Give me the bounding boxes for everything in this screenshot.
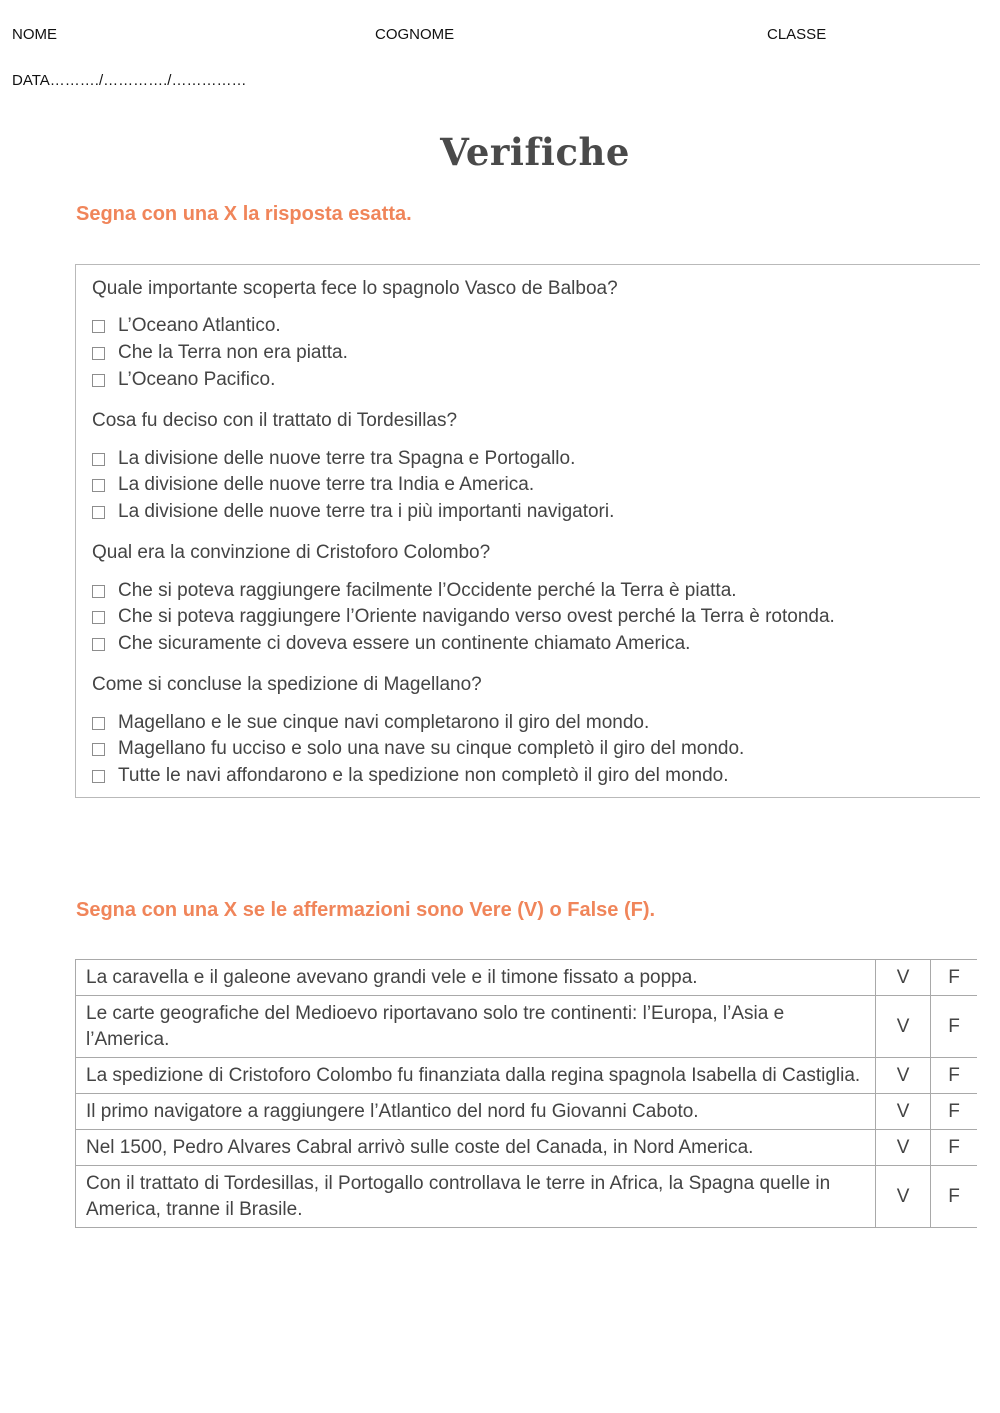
- table-row: [76, 1166, 978, 1228]
- table-row: [76, 1094, 978, 1130]
- true-option[interactable]: V: [876, 1058, 931, 1094]
- option-label: La divisione delle nuove terre tra Spagna e Portogallo.: [118, 448, 576, 469]
- option-label: Che sicuramente ci doveva essere un continente chiamato America.: [118, 633, 691, 654]
- false-option[interactable]: F: [931, 1130, 977, 1166]
- checkbox-icon[interactable]: [92, 585, 105, 598]
- true-false-instruction: Segna con una X se le affermazioni sono Vere (V) o False (F).: [76, 899, 656, 921]
- option-label: Che la Terra non era piatta.: [118, 342, 348, 363]
- false-option[interactable]: F: [931, 960, 977, 996]
- table-row: [76, 1130, 978, 1166]
- checkbox-icon[interactable]: [92, 743, 105, 756]
- option-label: L’Oceano Atlantico.: [118, 315, 281, 336]
- checkbox-icon[interactable]: [92, 320, 105, 333]
- question-text: Come si concluse la spedizione di Magellano?: [92, 674, 482, 695]
- option-label: La divisione delle nuove terre tra i più importanti navigatori.: [118, 501, 615, 522]
- option-label: La divisione delle nuove terre tra India e America.: [118, 474, 535, 495]
- answer-option[interactable]: [92, 342, 348, 364]
- true-option[interactable]: V: [876, 1094, 931, 1130]
- true-false-table: [75, 959, 977, 1228]
- option-label: Magellano e le sue cinque navi completarono il giro del mondo.: [118, 712, 650, 733]
- true-option[interactable]: V: [876, 1166, 931, 1228]
- option-label: Che si poteva raggiungere l’Oriente navigando verso ovest perché la Terra è rotonda.: [118, 606, 835, 627]
- option-label: Che si poteva raggiungere facilmente l’Occidente perché la Terra è piatta.: [118, 580, 737, 601]
- multiple-choice-instruction: Segna con una X la risposta esatta.: [76, 203, 412, 225]
- question-text: Qual era la convinzione di Cristoforo Colombo?: [92, 542, 491, 563]
- answer-option[interactable]: [92, 474, 534, 496]
- checkbox-icon[interactable]: [92, 717, 105, 730]
- true-option[interactable]: V: [876, 960, 931, 996]
- checkbox-icon[interactable]: [92, 374, 105, 387]
- table-row: [76, 1058, 978, 1094]
- statement-text: La caravella e il galeone avevano grandi vele e il timone fissato a poppa.: [76, 960, 876, 996]
- name-field-label: NOME: [12, 26, 57, 43]
- page-title: Verifiche: [440, 130, 630, 174]
- checkbox-icon[interactable]: [92, 347, 105, 360]
- class-field-label: CLASSE: [767, 26, 827, 43]
- option-label: Magellano fu ucciso e solo una nave su cinque completò il giro del mondo.: [118, 738, 745, 759]
- checkbox-icon[interactable]: [92, 453, 105, 466]
- statement-text: La spedizione di Cristoforo Colombo fu finanziata dalla regina spagnola Isabella di Castiglia.: [76, 1058, 876, 1094]
- option-label: Tutte le navi affondarono e la spedizione non completò il giro del mondo.: [118, 765, 729, 786]
- statement-text: Con il trattato di Tordesillas, il Portogallo controllava le terre in Africa, la Spagna quelle in America, tranne il Brasile.: [76, 1166, 876, 1228]
- false-option[interactable]: F: [931, 996, 977, 1058]
- date-field-label: DATA………./…………./……………: [12, 72, 247, 89]
- answer-option[interactable]: [92, 315, 281, 337]
- checkbox-icon[interactable]: [92, 506, 105, 519]
- answer-option[interactable]: [92, 606, 835, 628]
- checkbox-icon[interactable]: [92, 770, 105, 783]
- answer-option[interactable]: [92, 580, 737, 602]
- statement-text: Nel 1500, Pedro Alvares Cabral arrivò sulle coste del Canada, in Nord America.: [76, 1130, 876, 1166]
- false-option[interactable]: F: [931, 1058, 977, 1094]
- true-option[interactable]: V: [876, 996, 931, 1058]
- answer-option[interactable]: [92, 765, 729, 787]
- answer-option[interactable]: [92, 369, 275, 391]
- answer-option[interactable]: [92, 633, 690, 655]
- surname-field-label: COGNOME: [375, 26, 455, 43]
- table-row: [76, 960, 978, 996]
- checkbox-icon[interactable]: [92, 611, 105, 624]
- false-option[interactable]: F: [931, 1094, 977, 1130]
- question-text: Quale importante scoperta fece lo spagnolo Vasco de Balboa?: [92, 278, 618, 299]
- table-row: [76, 996, 978, 1058]
- question-text: Cosa fu deciso con il trattato di Tordesillas?: [92, 410, 458, 431]
- statement-text: Il primo navigatore a raggiungere l’Atlantico del nord fu Giovanni Caboto.: [76, 1094, 876, 1130]
- answer-option[interactable]: [92, 448, 575, 470]
- answer-option[interactable]: [92, 712, 649, 734]
- checkbox-icon[interactable]: [92, 479, 105, 492]
- false-option[interactable]: F: [931, 1166, 977, 1228]
- true-option[interactable]: V: [876, 1130, 931, 1166]
- answer-option[interactable]: [92, 738, 744, 760]
- answer-option[interactable]: [92, 501, 614, 523]
- checkbox-icon[interactable]: [92, 638, 105, 651]
- statement-text: Le carte geografiche del Medioevo riportavano solo tre continenti: l’Europa, l’Asia e l’America.: [76, 996, 876, 1058]
- option-label: L’Oceano Pacifico.: [118, 369, 276, 390]
